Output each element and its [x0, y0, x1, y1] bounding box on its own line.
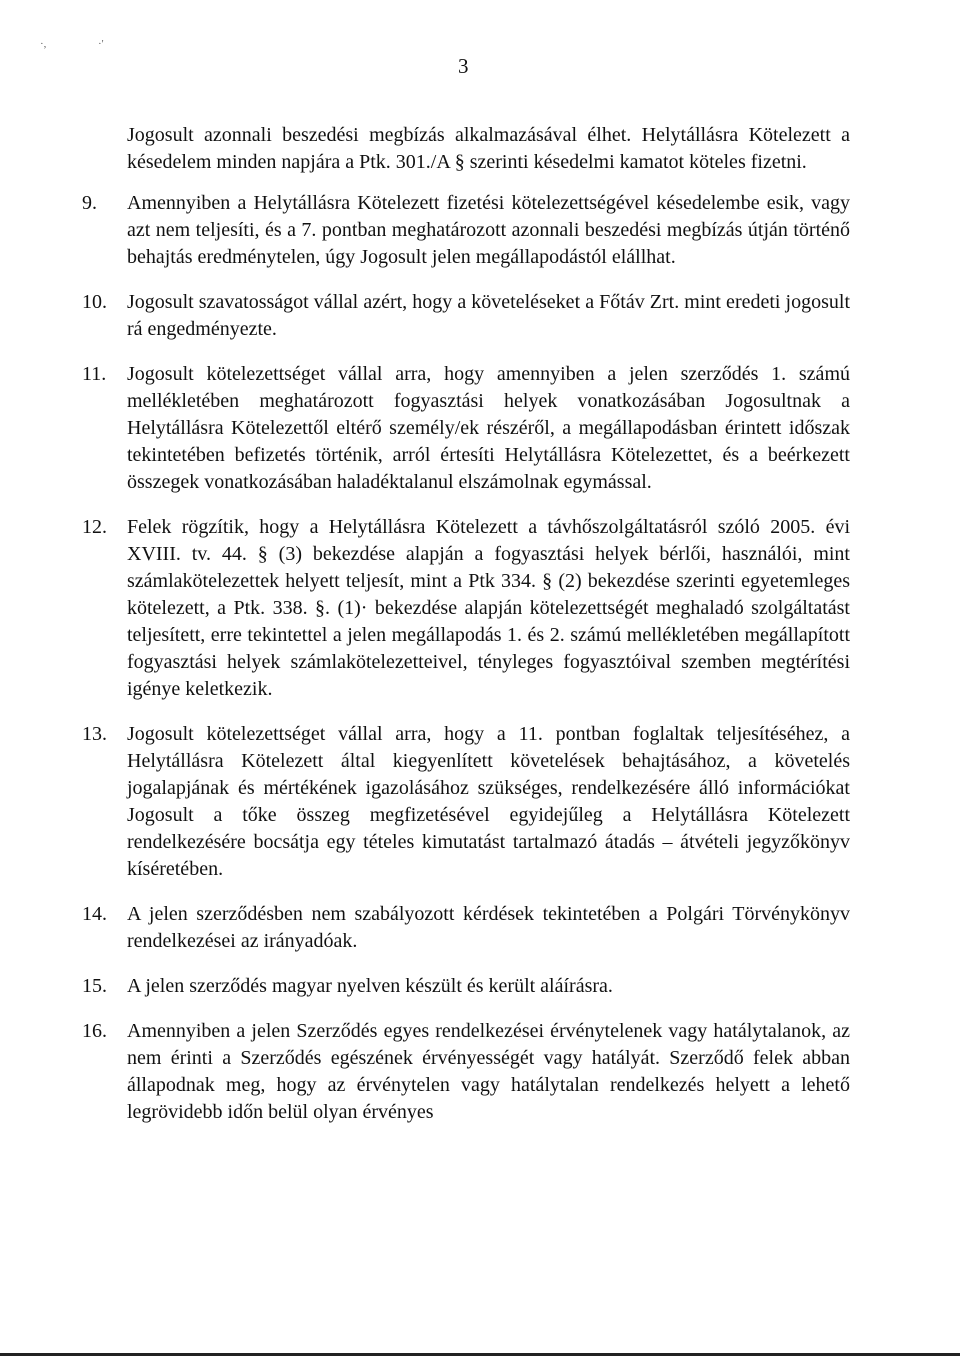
scan-mark: ·'	[98, 38, 104, 50]
item-text: Jogosult kötelezettséget vállal arra, hogy amennyiben a jelen szerződés 1. számú mellékletében meghatározott fogyasztási helyek vonatkozásában Jogosultnak a Helytállásra Kötelezettől eltérő személy/ek részéről, a megállapodásban érintett időszak tekintetében befizetés történik, arról értesíti Helytállásra Kötelezettet, és a beérkezett összegek vonatkozásában haladéktalanul elszámolnak egymással.	[127, 363, 850, 493]
item-text: A jelen szerződésben nem szabályozott kérdések tekintetében a Polgári Törvénykönyv rendelkezései az irányadóak.	[127, 903, 850, 952]
item-text: Amennyiben a Helytállásra Kötelezett fizetési kötelezettségével késedelembe esik, vagy azt nem teljesíti, és a 7. pontban meghatározott azonnali beszedési megbízás útján történő behajtás eredménytelen, úgy Jogosult jelen megállapodástól elállhat.	[127, 192, 850, 268]
document-body	[82, 122, 850, 1126]
item-number: 12.	[82, 516, 107, 538]
item-text: Jogosult kötelezettséget vállal arra, hogy a 11. pontban foglaltak teljesítéséhez, a Helytállásra Kötelezett által kiegyenlített követelések behajtásához, a követelés jogalapjának és mértékének igazolásához szükséges, rendelkezésére álló információkat Jogosult a tőke összeg megfizetésével egyidejűleg a Helytállásra Kötelezett rendelkezésére bocsátja egy tételes kimutatást tartalmazó átadás – átvételi jegyzőkönyv kíséretében.	[127, 723, 850, 880]
list-item-15	[82, 973, 850, 1000]
item-text: Jogosult szavatosságot vállal azért, hogy a követeléseket a Főtáv Zrt. mint eredeti jogosult rá engedményezte.	[127, 291, 850, 340]
list-item-11	[82, 361, 850, 496]
item-text: Felek rögzítik, hogy a Helytállásra Kötelezett a távhőszolgáltatásról szóló 2005. évi XVIII. tv. 44. § (3) bekezdése alapján a fogyasztási helyek bérlői, használói, mint számlakötelezettek helyett teljesít, mint a Ptk 334. § (2) bekezdése szerinti egyetemleges kötelezett, a Ptk. 338. §. (1)· bekezdése alapján kötelezettségét meghaladó szolgáltatást teljesített, erre tekintettel a jelen megállapodás 1. és 2. számú mellékletében megállapított fogyasztási helyek számlakötelezetteivel, tényleges fogyasztóival szemben megtérítési igénye keletkezik.	[127, 516, 850, 700]
list-item-14	[82, 901, 850, 955]
item-number: 14.	[82, 903, 107, 925]
paragraph-text: Jogosult azonnali beszedési megbízás alkalmazásával élhet. Helytállásra Kötelezett a késedelem minden napjára a Ptk. 301./A § szerinti késedelmi kamatot köteles fizetni.	[127, 124, 850, 173]
list-item-10	[82, 289, 850, 343]
item-number: 9.	[82, 192, 97, 214]
item-number: 15.	[82, 975, 107, 997]
item-number: 16.	[82, 1020, 107, 1042]
item-text: Amennyiben a jelen Szerződés egyes rendelkezései érvénytelenek vagy hatálytalanok, az nem érinti a Szerződés egészének érvényességét vagy hatályát. Szerződő felek abban állapodnak meg, hogy az érvénytelen vagy hatálytalan rendelkezés helyett a lehető legrövidebb időn belül olyan érvényes	[127, 1020, 850, 1123]
item-text: A jelen szerződés magyar nyelven készült és került aláírásra.	[127, 975, 613, 997]
list-item-12	[82, 514, 850, 703]
list-item-13	[82, 721, 850, 883]
item-number: 13.	[82, 723, 107, 745]
intro-paragraph	[82, 122, 850, 176]
page-number: 3	[458, 54, 469, 78]
item-number: 11.	[82, 363, 107, 385]
scan-mark: ·,	[40, 38, 47, 50]
list-item-16	[82, 1018, 850, 1126]
item-number: 10.	[82, 291, 107, 313]
list-item-9	[82, 190, 850, 271]
